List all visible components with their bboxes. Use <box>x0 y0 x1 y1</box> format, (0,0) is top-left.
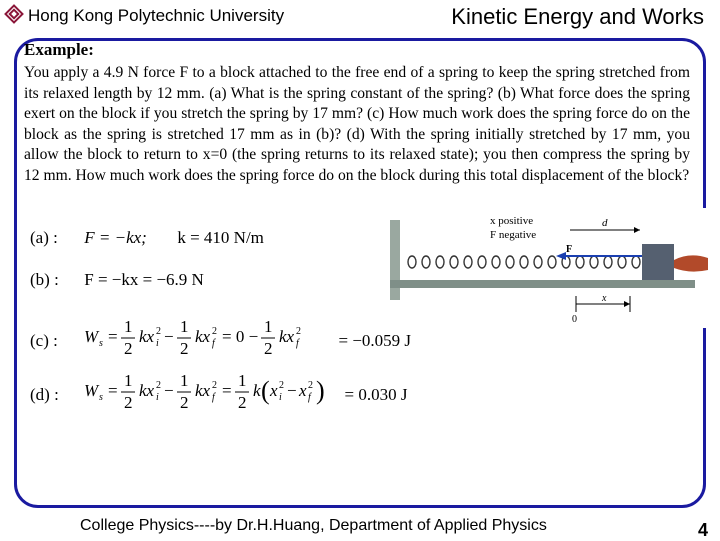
svg-text:2: 2 <box>279 380 285 391</box>
svg-text:): ) <box>316 376 325 405</box>
svg-text:= 0 −: = 0 − <box>222 327 259 346</box>
page-title: Kinetic Energy and Works <box>451 4 704 29</box>
svg-text:f: f <box>212 338 216 349</box>
spring-block-figure <box>390 208 708 328</box>
svg-text:1: 1 <box>124 372 133 390</box>
example-label: Example: <box>24 40 94 59</box>
svg-text:2: 2 <box>308 380 314 391</box>
solution-c <box>30 318 412 362</box>
svg-text:1: 1 <box>180 318 189 336</box>
solution-b-label: (b) : <box>30 270 59 289</box>
solution-d-formula <box>84 372 340 412</box>
svg-text:kx: kx <box>139 381 155 400</box>
svg-text:x: x <box>270 381 278 400</box>
svg-text:s: s <box>99 392 104 403</box>
svg-text:s: s <box>99 338 104 349</box>
svg-text:W: W <box>84 327 99 346</box>
solution-a-eq2: k = 410 N/m <box>177 228 264 247</box>
svg-text:2: 2 <box>156 380 162 391</box>
svg-text:2: 2 <box>180 393 189 412</box>
f-arrow-label: F <box>566 244 573 255</box>
university-logo-icon <box>3 3 25 25</box>
svg-text:f: f <box>212 392 216 403</box>
svg-text:f: f <box>308 392 312 403</box>
problem-text: You apply a 4.9 N force F to a block attached to the free end of a spring to keep the spring stretched from its relaxed length by 12 mm. (a) What is the spring constant of the spring? (b) What force does the spring exert on the block if you stretch the spring by 17 mm? (c) How much work does the spring force do on the block as the spring is stretched 17 mm as in (b)? (d) With the spring initially stretched by 17 mm, you allow the block to return to x=0 (the spring returns to its relaxed state); you then compress the spring by 12 mm. How much work does the spring force do on the block during this total displacement of the block? <box>24 64 690 184</box>
svg-text:2: 2 <box>124 393 133 412</box>
svg-text:2: 2 <box>124 339 133 358</box>
svg-text:kx: kx <box>279 327 295 346</box>
solution-d <box>30 372 408 416</box>
solution-a <box>30 228 264 248</box>
svg-text:2: 2 <box>264 339 273 358</box>
university-name: Hong Kong Polytechnic University <box>28 6 285 25</box>
zero-label: 0 <box>572 314 577 325</box>
solution-c-result: = −0.059 J <box>338 330 412 350</box>
svg-text:i: i <box>156 338 160 349</box>
svg-text:f: f <box>296 338 300 349</box>
solution-c-formula <box>84 318 334 358</box>
solution-b-eq: F = −kx = −6.9 N <box>84 270 204 289</box>
d-label: d <box>602 217 608 229</box>
svg-text:=: = <box>108 381 118 400</box>
svg-text:−: − <box>287 381 297 400</box>
svg-text:W: W <box>84 381 99 400</box>
footer-credit: College Physics----by Dr.H.Huang, Department of Applied Physics <box>80 517 547 534</box>
svg-text:1: 1 <box>264 318 273 336</box>
svg-text:1: 1 <box>238 372 247 390</box>
svg-text:kx: kx <box>195 381 211 400</box>
svg-text:kx: kx <box>195 327 211 346</box>
svg-text:i: i <box>279 392 283 403</box>
solution-c-label: (c) : <box>30 330 58 350</box>
solution-a-label: (a) : <box>30 228 58 247</box>
svg-text:(: ( <box>261 376 270 405</box>
svg-text:−: − <box>164 327 174 346</box>
svg-text:−: − <box>164 381 174 400</box>
svg-text:2: 2 <box>180 339 189 358</box>
svg-text:1: 1 <box>180 372 189 390</box>
svg-text:2: 2 <box>156 326 162 337</box>
solution-d-label: (d) : <box>30 384 59 404</box>
x-axis-label: x <box>602 293 607 304</box>
svg-text:=: = <box>222 381 232 400</box>
svg-text:x: x <box>299 381 307 400</box>
svg-text:k: k <box>253 381 261 400</box>
f-negative-label: F negative <box>490 229 537 241</box>
svg-text:2: 2 <box>212 380 218 391</box>
svg-text:2: 2 <box>212 326 218 337</box>
floor-shape <box>390 280 695 288</box>
svg-text:i: i <box>156 392 160 403</box>
svg-text:1: 1 <box>124 318 133 336</box>
solution-a-eq1: F = −kx; <box>84 228 147 247</box>
svg-text:=: = <box>108 327 118 346</box>
solution-b <box>30 270 204 290</box>
svg-text:2: 2 <box>238 393 247 412</box>
page-number: 4 <box>697 520 708 540</box>
solution-d-result: = 0.030 J <box>344 384 408 404</box>
x-positive-label: x positive <box>490 215 534 227</box>
svg-text:2: 2 <box>296 326 302 337</box>
hand-shape <box>674 255 708 271</box>
svg-text:kx: kx <box>139 327 155 346</box>
block-shape <box>642 244 674 280</box>
